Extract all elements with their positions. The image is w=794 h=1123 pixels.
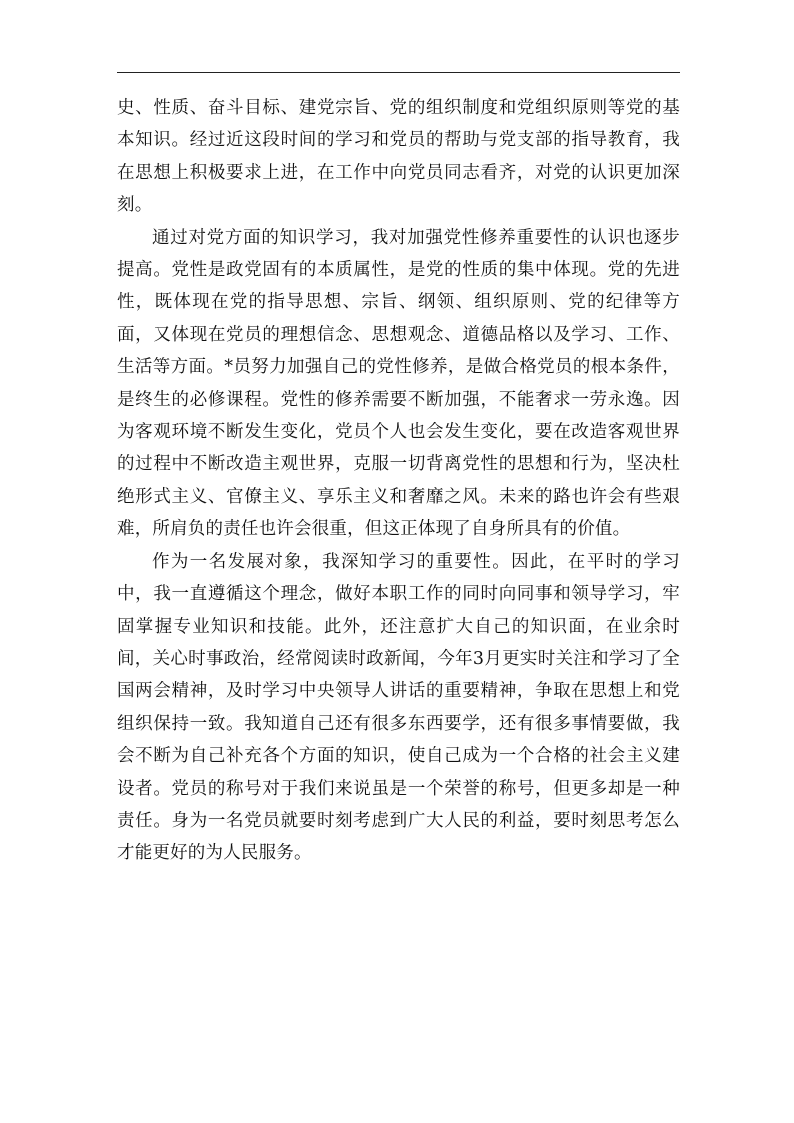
paragraph-3: 作为一名发展对象，我深知学习的重要性。因此，在平时的学习中，我一直遵循这个理念，做好本职工作的同时向同事和领导学习，牢固掌握专业知识和技能。此外，还注意扩大自己的知识面，在业余时间，关心时事政治，经常阅读时政新闻，今年3月更实时关注和学习了全国两会精神，及时学习中央领导人讲话的重要精神，争取在思想上和党组织保持一致。我知道自己还有很多东西要学，还有很多事情要做，我会不断为自己补充各个方面的知识，使自己成为一个合格的社会主义建设者。党员的称号对于我们来说虽是一个荣誉的称号，但更多却是一种责任。身为一名党员就要时刻考虑到广大人民的利益，要时刻思考怎么才能更好的为人民服务。: [117, 551, 680, 864]
paragraph-1: 史、性质、奋斗目标、建党宗旨、党的组织制度和党组织原则等党的基本知识。经过近这段时间的学习和党员的帮助与党支部的指导教育，我在思想上积极要求上进，在工作中向党员同志看齐，对党的认识更加深刻。: [117, 98, 680, 216]
paragraph-2: 通过对党方面的知识学习，我对加强党性修养重要性的认识也逐步提高。党性是政党固有的本质属性，是党的性质的集中体现。党的先进性，既体现在党的指导思想、宗旨、纲领、组织原则、党的纪律等方面，又体现在党员的理想信念、思想观念、道德品格以及学习、工作、生活等方面。*员努力加强自己的党性修养，是做合格党员的根本条件，是终生的必修课程。党性的修养需要不断加强，不能奢求一劳永逸。因为客观环境不断发生变化，党员个人也会发生变化，要在改造客观世界的过程中不断改造主观世界，克服一切背离党性的思想和行为，坚决杜绝形式主义、官僚主义、享乐主义和奢靡之风。未来的路也许会有些艰难，所肩负的责任也许会很重，但这正体现了自身所具有的价值。: [117, 227, 680, 540]
header-rule: [117, 72, 680, 73]
document-body: [117, 92, 680, 870]
